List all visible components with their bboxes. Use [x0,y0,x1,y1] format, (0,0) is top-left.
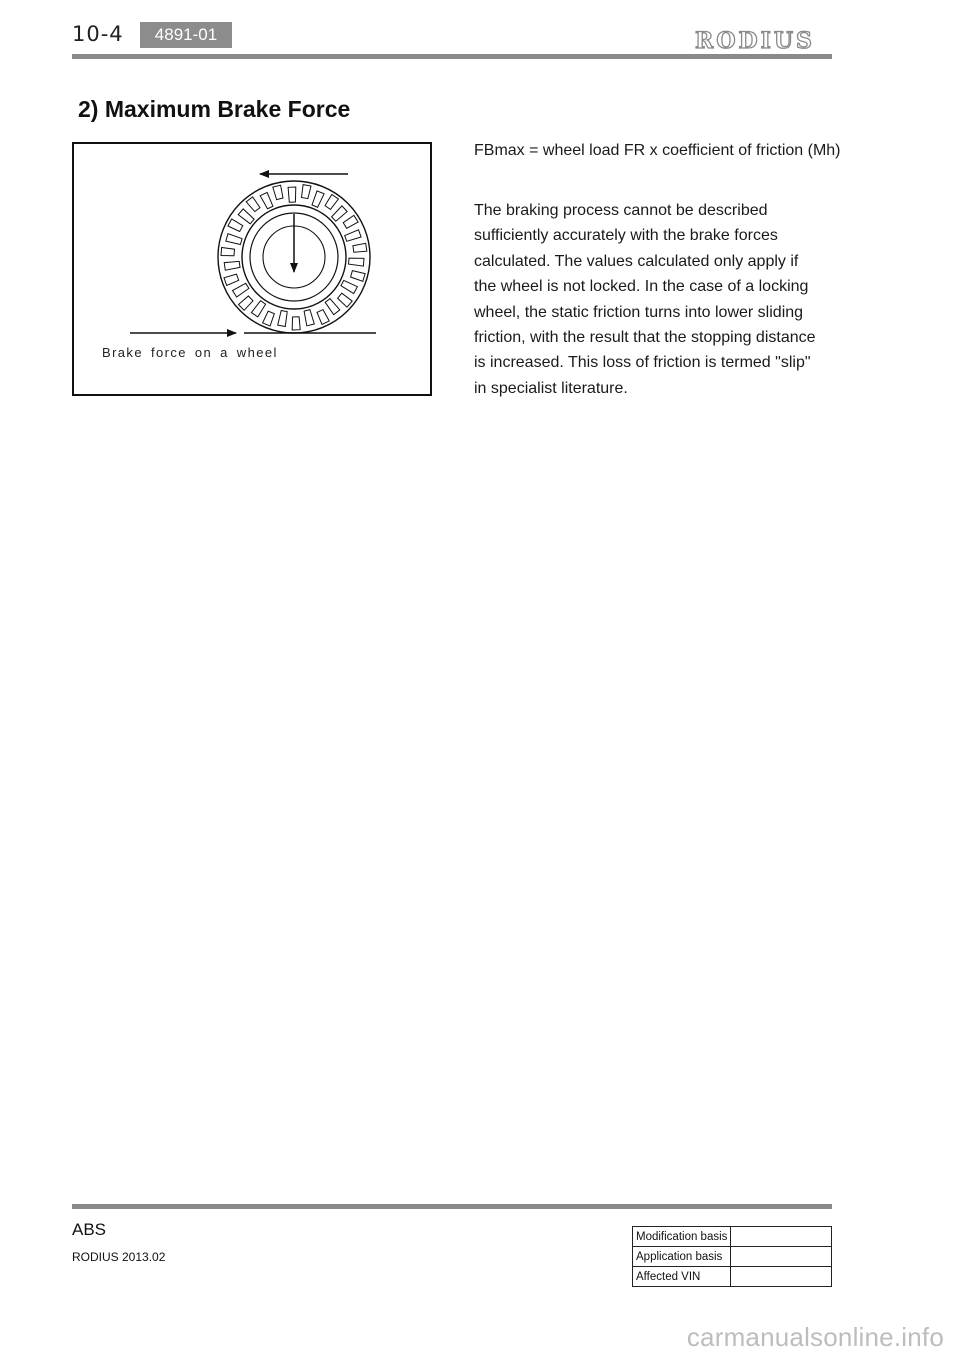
paragraph-line: calculated. The values calculated only apply if [474,252,799,270]
tread-block [338,293,353,307]
paragraph-line: The braking process cannot be described [474,202,768,219]
footer-divider [72,1204,832,1209]
paragraph-line: the wheel is not locked. In the case of a locking [474,278,809,296]
paragraph-line: wheel, the static friction turns into lower sliding [474,303,804,321]
tread-block [353,243,367,252]
tread-block [260,192,273,208]
tread-block [317,310,329,325]
paragraph-line: is increased. This loss of friction is termed "slip" [474,354,811,372]
tread-block [263,311,275,326]
watermark: carmanualsonline.info [686,1322,944,1352]
tread-block [238,209,254,224]
table-row [633,1227,832,1247]
footer-model-edition: RODIUS 2013.02 [72,1250,166,1264]
tread-block [278,311,288,327]
tread-block [332,206,348,221]
explanation-paragraph [474,198,844,401]
figure-caption: Brake force on a wheel [102,345,278,360]
tread-block [325,299,340,315]
tread-block [273,185,283,199]
table-row [633,1267,832,1287]
header-divider [72,54,832,59]
tread-block [221,248,235,256]
max-brake-force-formula: FBmax = wheel load FR x coefficient of friction (Mh) [474,142,841,159]
tread-block [351,271,366,282]
revision-value [731,1227,832,1247]
paragraph-line: sufficiently accurately with the brake forces [474,227,778,245]
tread-block [325,195,338,210]
figure-brake-force [72,142,432,396]
tread-block [228,219,243,232]
footer-section-name: ABS [72,1220,107,1239]
rodius-logo [680,26,830,54]
tread-block [302,185,312,199]
tread-block [304,310,314,326]
tread-block [246,197,260,212]
tread-block [226,234,242,245]
revision-label: Affected VIN [633,1267,731,1287]
tread-block [349,258,365,266]
brand-wordmark: RODIUS [695,28,815,54]
page-number: 10-4 [72,22,124,46]
tread-block [233,283,249,297]
tread-block [251,301,265,317]
revision-table [632,1226,832,1287]
tread-block [341,280,358,293]
section-code-badge: 4891-01 [140,22,232,48]
tread-block [345,230,361,242]
paragraph-line: in specialist literature. [474,379,628,397]
tread-block [343,215,358,228]
tread-block [239,296,254,310]
revision-label: Modification basis [633,1227,731,1247]
tread-block [224,274,239,285]
section-title: 2) Maximum Brake Force [78,96,351,122]
tread-block [312,191,324,207]
tread-block [288,187,296,202]
revision-value [731,1267,832,1287]
table-row [633,1247,832,1267]
revision-value [731,1247,832,1267]
paragraph-line: friction, with the result that the stopping distance [474,329,816,347]
tread-block [292,317,300,330]
revision-label: Application basis [633,1247,731,1267]
tread-block [224,261,240,270]
